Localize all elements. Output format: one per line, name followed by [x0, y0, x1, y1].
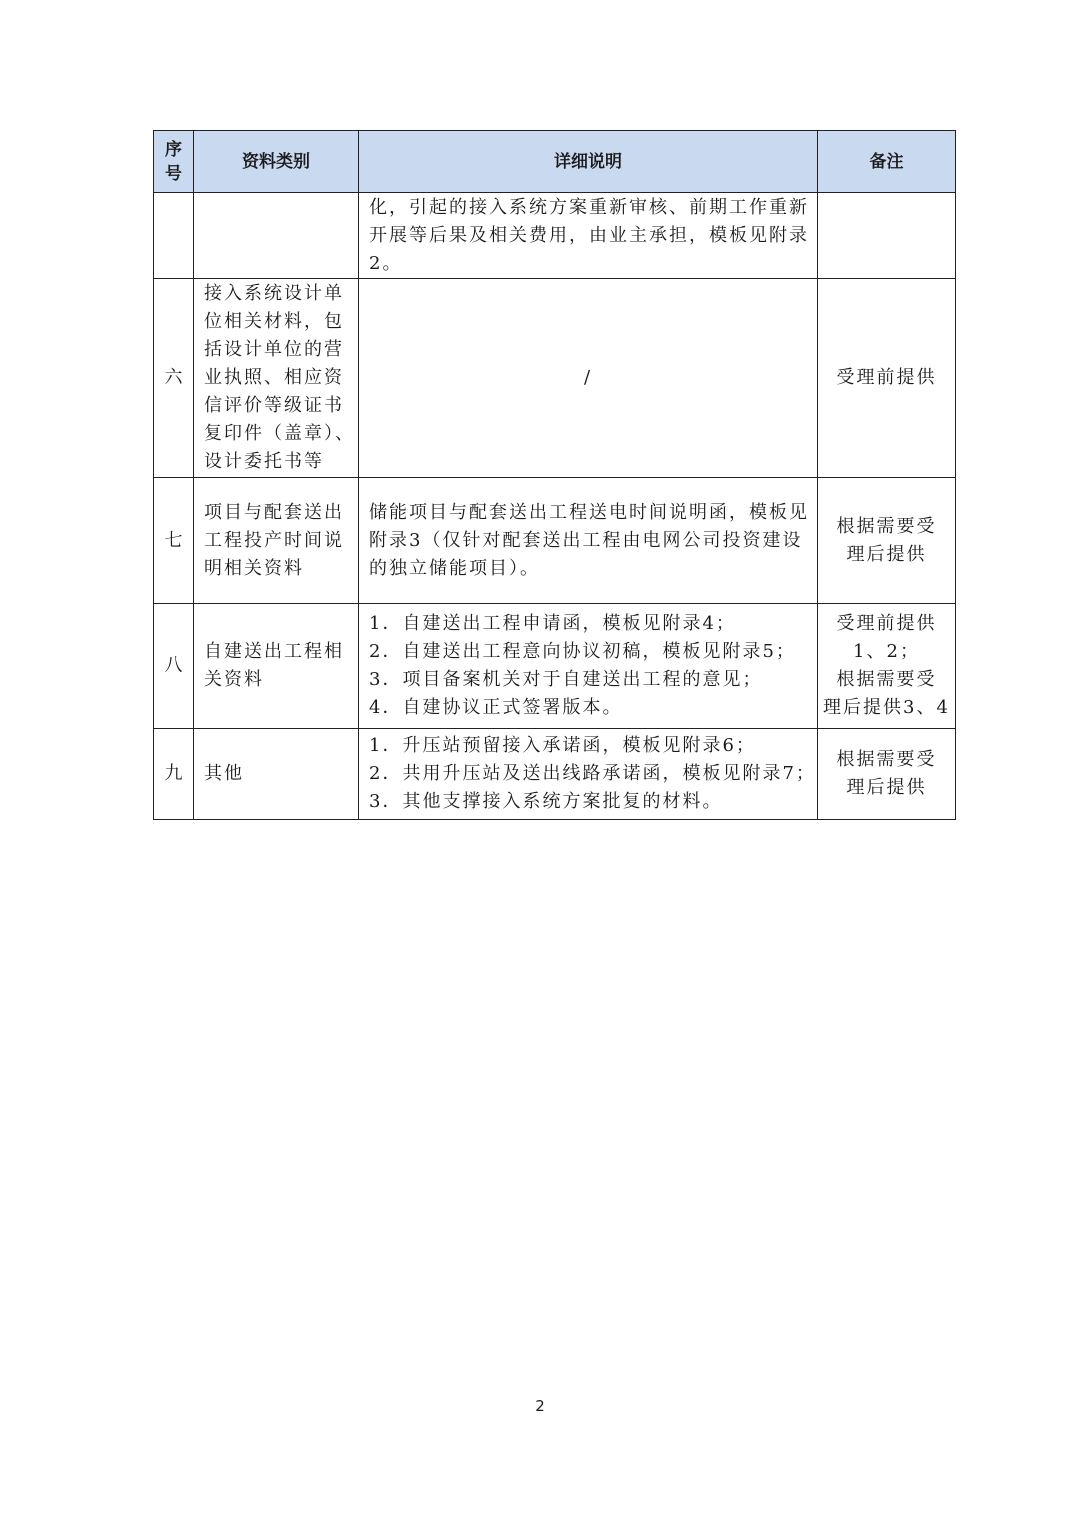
category-line: 设计委托书等 [204, 451, 324, 472]
remark-line: 受理前提供 [836, 367, 937, 388]
row-number: 七 [154, 478, 194, 604]
category-line: 信评价等级证书 [204, 395, 344, 416]
detail-line: 2。 [369, 252, 403, 274]
row-remark [818, 478, 956, 604]
table-row [154, 604, 956, 729]
remark-line: 根据需要受 [836, 669, 937, 690]
category-line: 工程投产时间说 [204, 529, 344, 551]
header-no [154, 131, 194, 193]
row-number: 六 [154, 279, 194, 478]
remark-line: 根据需要受 [836, 515, 937, 537]
table-row [154, 729, 956, 820]
row-remark [818, 604, 956, 729]
materials-table [153, 130, 956, 820]
page-number: 2 [535, 1397, 545, 1415]
header-detail: 详细说明 [359, 131, 818, 193]
detail-line: 附录3（仅针对配套送出工程由电网公司投资建设 [369, 529, 803, 551]
category-line: 明相关资料 [204, 557, 304, 579]
category-line: 复印件（盖章）、 [204, 423, 355, 444]
category-line: 括设计单位的营 [204, 339, 344, 360]
remark-line: 理后提供3、4 [823, 697, 950, 718]
row-category [194, 193, 359, 279]
remark-line: 理后提供 [846, 543, 927, 565]
row-category [194, 729, 359, 820]
row-category [194, 478, 359, 604]
remark-line: 1、2； [853, 641, 920, 662]
detail-line: / [583, 367, 593, 388]
category-line: 业执照、相应资 [204, 367, 344, 388]
row-detail [359, 279, 818, 478]
category-line: 项目与配套送出 [204, 501, 344, 523]
detail-line: 2．自建送出工程意向协议初稿，模板见附录5； [369, 641, 796, 662]
row-detail [359, 193, 818, 279]
detail-line: 化，引起的接入系统方案重新审核、前期工作重新 [369, 196, 809, 218]
detail-line: 2．共用升压站及送出线路承诺函，模板见附录7； [369, 763, 816, 784]
row-detail [359, 729, 818, 820]
row-detail [359, 604, 818, 729]
detail-line: 1．自建送出工程申请函，模板见附录4； [369, 613, 736, 634]
row-remark [818, 279, 956, 478]
row-number: 九 [154, 729, 194, 820]
row-detail [359, 478, 818, 604]
detail-line: 开展等后果及相关费用，由业主承担，模板见附录 [369, 224, 809, 246]
detail-line: 储能项目与配套送出工程送电时间说明函，模板见 [369, 501, 809, 523]
remark-line: 受理前提供 [836, 613, 937, 634]
header-remark: 备注 [818, 131, 956, 193]
header-no-line: 号 [165, 163, 182, 184]
table-row [154, 478, 956, 604]
detail-line: 4．自建协议正式签署版本。 [369, 697, 623, 718]
detail-line: 3．其他支撑接入系统方案批复的材料。 [369, 791, 723, 812]
row-category [194, 604, 359, 729]
table-row [154, 279, 956, 478]
table-header-row [154, 131, 956, 193]
category-line: 其他 [204, 763, 244, 784]
row-category [194, 279, 359, 478]
category-line: 关资料 [204, 669, 264, 690]
detail-line: 1．升压站预留接入承诺函，模板见附录6； [369, 735, 756, 756]
remark-line: 理后提供 [846, 777, 927, 798]
detail-line: 3．项目备案机关对于自建送出工程的意见； [369, 669, 763, 690]
category-line: 自建送出工程相 [204, 641, 344, 662]
detail-line: 的独立储能项目）。 [369, 557, 540, 579]
remark-line: 根据需要受 [836, 749, 937, 770]
category-line: 接入系统设计单 [204, 283, 344, 304]
row-remark [818, 193, 956, 279]
category-line: 位相关材料，包 [204, 311, 344, 332]
table-row [154, 193, 956, 279]
row-number: 八 [154, 604, 194, 729]
row-number [154, 193, 194, 279]
header-no-line: 序 [165, 139, 182, 160]
header-category: 资料类别 [194, 131, 359, 193]
row-remark [818, 729, 956, 820]
